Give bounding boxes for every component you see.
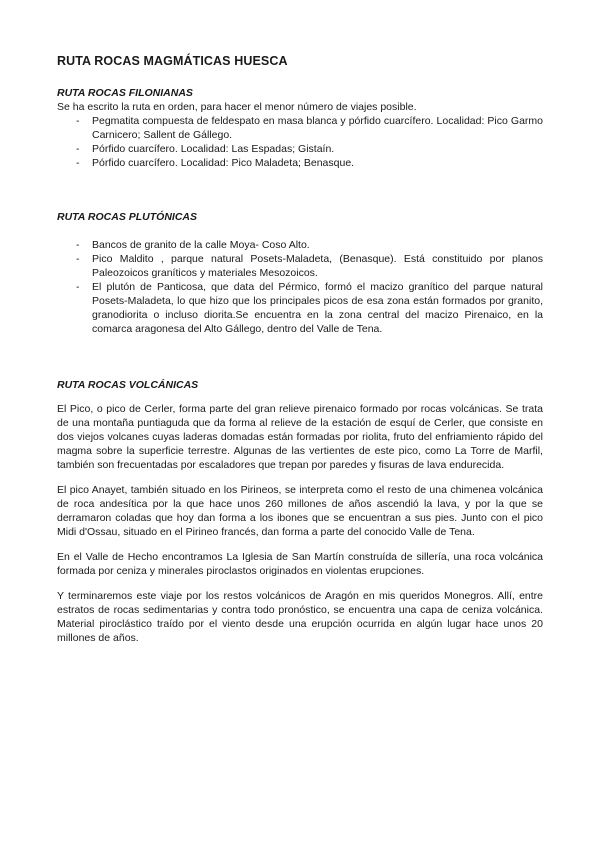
document-title: RUTA ROCAS MAGMÁTICAS HUESCA: [57, 54, 288, 68]
section-heading: RUTA ROCAS PLUTÓNICAS: [57, 211, 197, 223]
dash-bullet: -: [76, 143, 80, 155]
list-item: [57, 280, 543, 336]
list-item-text: Pico Maldito , parque natural Posets-Maladeta, (Benasque). Está constituido por planos Paleozoicos graníticos y materiales Mesozoicos.: [92, 253, 543, 279]
dash-bullet: -: [76, 157, 80, 169]
list-item: [57, 156, 543, 170]
list-item-text: Pegmatita compuesta de feldespato en masa blanca y pórfido cuarcífero. Localidad: Pico Garmo Carnicero; Sallent de Gállego.: [92, 115, 543, 141]
section-heading: RUTA ROCAS VOLCÁNICAS: [57, 379, 199, 391]
paragraph: El pico Anayet, también situado en los Pirineos, se interpreta como el resto de una chimenea volcánica de roca andesítica por la que hace unos 260 millones de años ascendió la lava, y por la que se derramaron coladas que hoy dan forma a los ibones que se encuentran a sus pies. Junto con el pico Midi d'Ossau, situado en el Pirineo francés, dan forma a parte del conocido Valle de Tena.: [57, 484, 543, 538]
paragraph: En el Valle de Hecho encontramos La Iglesia de San Martín construída de sillería, una roca volcánica formada por ceniza y minerales piroclastos originados en violentas erupciones.: [57, 551, 543, 577]
list-item: [57, 142, 543, 156]
dash-bullet: -: [76, 253, 80, 265]
section-filonianas: [57, 86, 543, 170]
section-heading: RUTA ROCAS FILONIANAS: [57, 87, 193, 99]
section-intro: Se ha escrito la ruta en orden, para hacer el menor número de viajes posible.: [57, 101, 417, 113]
paragraph: El Pico, o pico de Cerler, forma parte del gran relieve pirenaico formado por rocas volcánicas. Se trata de una montaña puntiaguda que da forma al relieve de la estación de esquí de Cerler, que consiste en dos viejos volcanes cuyas laderas domadas están formadas por riolita, fruto del enfriamiento rápido del magma sobre la superficie terrestre. Algunas de las vertientes de este pico, como La Torre de Marfil, también son frecuentadas por escaladores que trepan por paredes y fisuras de lava endurecida.: [57, 403, 543, 471]
plutonicas-list: [57, 238, 543, 336]
section-volcanicas: [57, 378, 543, 645]
list-item-text: Bancos de granito de la calle Moya- Coso Alto.: [92, 239, 310, 251]
document-page: [57, 54, 543, 656]
list-item-text: Pórfido cuarcífero. Localidad: Las Espadas; Gistaín.: [92, 143, 335, 155]
section-plutonicas: [57, 210, 543, 336]
list-item-text: El plutón de Panticosa, que data del Pérmico, formó el macizo granítico del parque natural Posets-Maladeta, lo que hizo que los principales picos de esa zona están formados por granito, granodiorita o incluso diorita.Se encuentra en la zona central del macizo Pirenaico, en la comarca aragonesa del Alto Gállego, dentro del Valle de Tena.: [92, 281, 543, 335]
dash-bullet: -: [76, 239, 80, 251]
list-item: [57, 238, 543, 252]
filonianas-list: [57, 114, 543, 170]
list-item: [57, 252, 543, 280]
dash-bullet: -: [76, 281, 80, 293]
list-item: [57, 114, 543, 142]
paragraph: Y terminaremos este viaje por los restos volcánicos de Aragón en mis queridos Monegros. Allí, entre estratos de rocas sedimentarias y contra todo pronóstico, se encuentra una capa de ceniza volcánica. Material piroclástico traído por el viento desde una erupción ocurrida en algún lugar hace unos 20 millones de años.: [57, 590, 543, 644]
dash-bullet: -: [76, 115, 80, 127]
list-item-text: Pórfido cuarcífero. Localidad: Pico Maladeta; Benasque.: [92, 157, 355, 169]
